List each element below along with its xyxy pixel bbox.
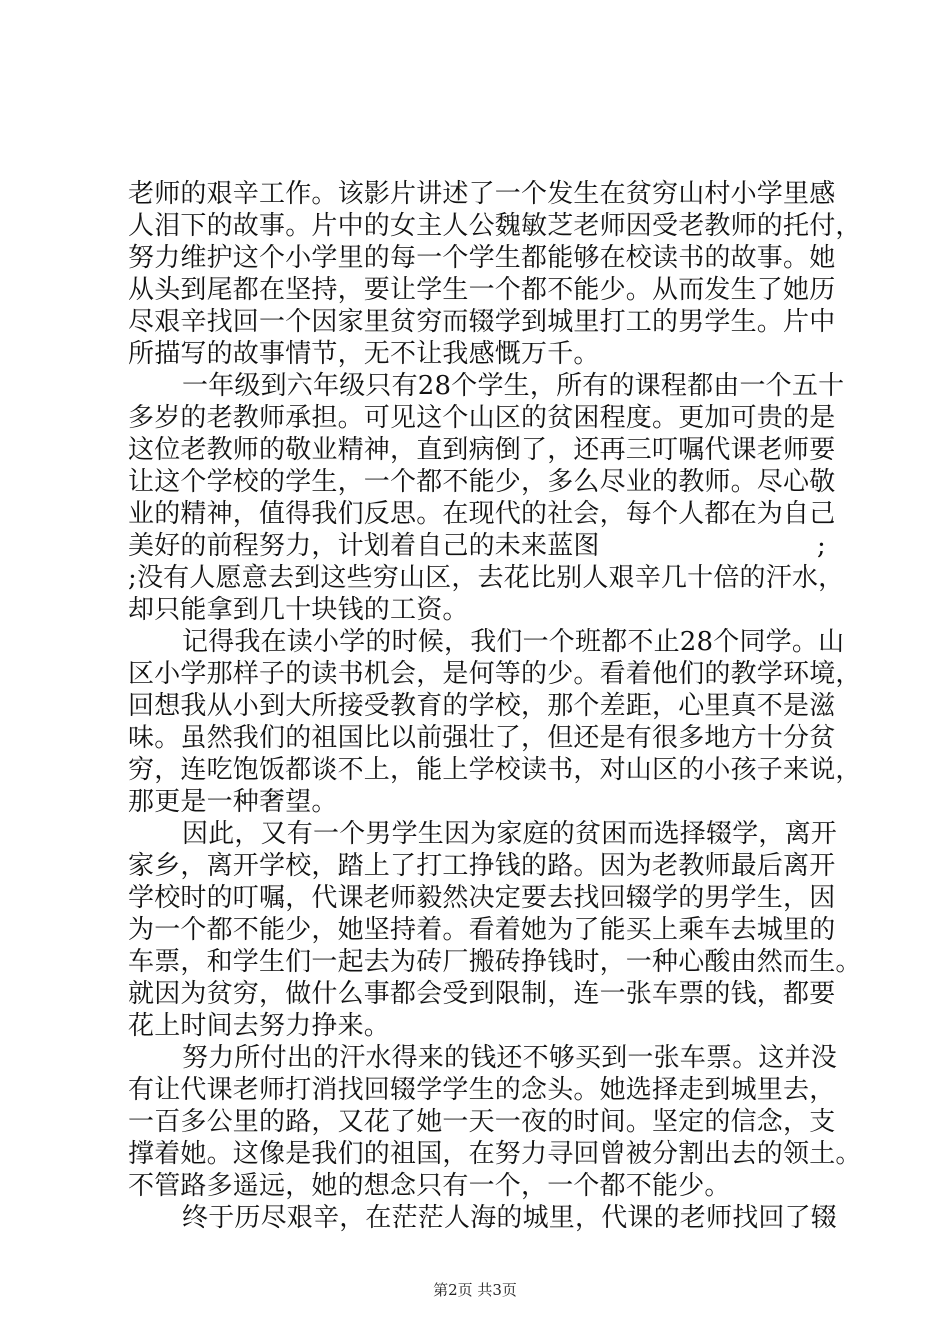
text-line-content: 终于历尽艰辛，在茫茫人海的城里，代课的老师找回了辍 bbox=[182, 1203, 838, 1233]
text-line-content: 所描写的故事情节，无不让我感慨万千。 bbox=[128, 339, 600, 369]
text-line bbox=[128, 658, 862, 690]
text-line-content: 多岁的老教师承担。可见这个山区的贫困程度。更加可贵的是 bbox=[128, 403, 836, 433]
text-line bbox=[128, 306, 836, 338]
text-line bbox=[128, 1138, 862, 1170]
text-line bbox=[128, 1106, 836, 1138]
text-line-content: 穷，连吃饱饭都谈不上，能上学校读书，对山区的小孩子来说， bbox=[128, 755, 862, 785]
text-line bbox=[128, 242, 836, 274]
text-line-content: 努力维护这个小学里的每一个学生都能够在校读书的故事。她 bbox=[128, 243, 836, 273]
text-line bbox=[128, 946, 862, 978]
text-line bbox=[128, 882, 836, 914]
text-line-content: 花上时间去努力挣来。 bbox=[128, 1011, 391, 1041]
document-body bbox=[128, 178, 862, 1234]
text-line-content: 学校时的叮嘱，代课老师毅然决定要去找回辍学的男学生，因 bbox=[128, 883, 836, 913]
text-line bbox=[128, 818, 838, 850]
text-line-content: 努力所付出的汗水得来的钱还不够买到一张车票。这并没 bbox=[182, 1043, 838, 1073]
text-line-content: 不管路多遥远，她的想念只有一个，一个都不能少。 bbox=[128, 1171, 731, 1201]
text-line-content: 家乡，离开学校，踏上了打工挣钱的路。因为老教师最后离开 bbox=[128, 851, 836, 881]
text-line-content: 从头到尾都在坚持，要让学生一个都不能少。从而发生了她历 bbox=[128, 275, 836, 305]
text-line-content: 味。虽然我们的祖国比以前强壮了，但还是有很多地方十分贫 bbox=[128, 723, 836, 753]
text-line-content: 美好的前程努力，计划着自己的未来蓝图 bbox=[128, 531, 600, 561]
text-line-content: 车票，和学生们一起去为砖厂搬砖挣钱时，一种心酸由然而生。 bbox=[128, 947, 862, 977]
text-line bbox=[128, 210, 862, 242]
text-line bbox=[128, 1170, 832, 1202]
text-line-content: 却只能拿到几十块钱的工资。 bbox=[128, 595, 469, 625]
text-line bbox=[128, 1010, 832, 1042]
text-line bbox=[128, 690, 836, 722]
text-line-content: 尽艰辛找回一个因家里贫穷而辍学到城里打工的男学生。片中 bbox=[128, 307, 836, 337]
text-line-content: 一年级到六年级只有28个学生，所有的课程都由一个五十 bbox=[182, 371, 845, 401]
text-line-content: 一百多公里的路，又花了她一天一夜的时间。坚定的信念，支 bbox=[128, 1107, 836, 1137]
text-line bbox=[128, 434, 836, 466]
text-line-content: 撑着她。这像是我们的祖国，在努力寻回曾被分割出去的领土。 bbox=[128, 1139, 862, 1169]
text-line bbox=[128, 370, 845, 402]
text-line bbox=[128, 466, 836, 498]
text-line bbox=[128, 530, 832, 562]
text-line bbox=[128, 722, 836, 754]
text-line bbox=[128, 402, 836, 434]
text-line-content: 那更是一种奢望。 bbox=[128, 787, 338, 817]
text-line-content: 让这个学校的学生，一个都不能少，多么尽业的教师。尽心敬 bbox=[128, 467, 836, 497]
text-line bbox=[128, 274, 836, 306]
text-line-content: 老师的艰辛工作。该影片讲述了一个发生在贫穷山村小学里感 bbox=[128, 179, 836, 209]
text-line bbox=[128, 978, 836, 1010]
text-line bbox=[128, 1042, 838, 1074]
text-line-content: 区小学那样子的读书机会，是何等的少。看着他们的教学环境， bbox=[128, 659, 862, 689]
text-line-tail: ; bbox=[817, 531, 826, 561]
text-line bbox=[128, 562, 845, 594]
text-line bbox=[128, 786, 832, 818]
text-line-content: 回想我从小到大所接受教育的学校，那个差距，心里真不是滋 bbox=[128, 691, 836, 721]
text-line bbox=[128, 850, 836, 882]
text-line bbox=[128, 338, 832, 370]
text-line-content: ;没有人愿意去到这些穷山区，去花比别人艰辛几十倍的汗水， bbox=[128, 563, 845, 593]
text-line-content: 人泪下的故事。片中的女主人公魏敏芝老师因受老教师的托付， bbox=[128, 211, 862, 241]
text-line bbox=[128, 1074, 836, 1106]
text-line bbox=[128, 1202, 838, 1234]
text-line-content: 业的精神，值得我们反思。在现代的社会，每个人都在为自己 bbox=[128, 499, 836, 529]
text-line bbox=[128, 594, 832, 626]
text-line-content: 记得我在读小学的时候，我们一个班都不止28个同学。山 bbox=[182, 627, 845, 657]
page-footer: 第2页 共3页 bbox=[433, 1281, 517, 1299]
text-line-content: 因此，又有一个男学生因为家庭的贫困而选择辍学，离开 bbox=[182, 819, 838, 849]
text-line bbox=[128, 626, 845, 658]
text-line-content: 有让代课老师打消找回辍学学生的念头。她选择走到城里去， bbox=[128, 1075, 836, 1105]
text-line bbox=[128, 178, 836, 210]
text-line bbox=[128, 498, 836, 530]
text-line-content: 为一个都不能少，她坚持着。看着她为了能买上乘车去城里的 bbox=[128, 915, 836, 945]
text-line bbox=[128, 914, 836, 946]
text-line-content: 这位老教师的敬业精神，直到病倒了，还再三叮嘱代课老师要 bbox=[128, 435, 836, 465]
text-line-content: 就因为贫穷，做什么事都会受到限制，连一张车票的钱，都要 bbox=[128, 979, 836, 1009]
text-line bbox=[128, 754, 862, 786]
